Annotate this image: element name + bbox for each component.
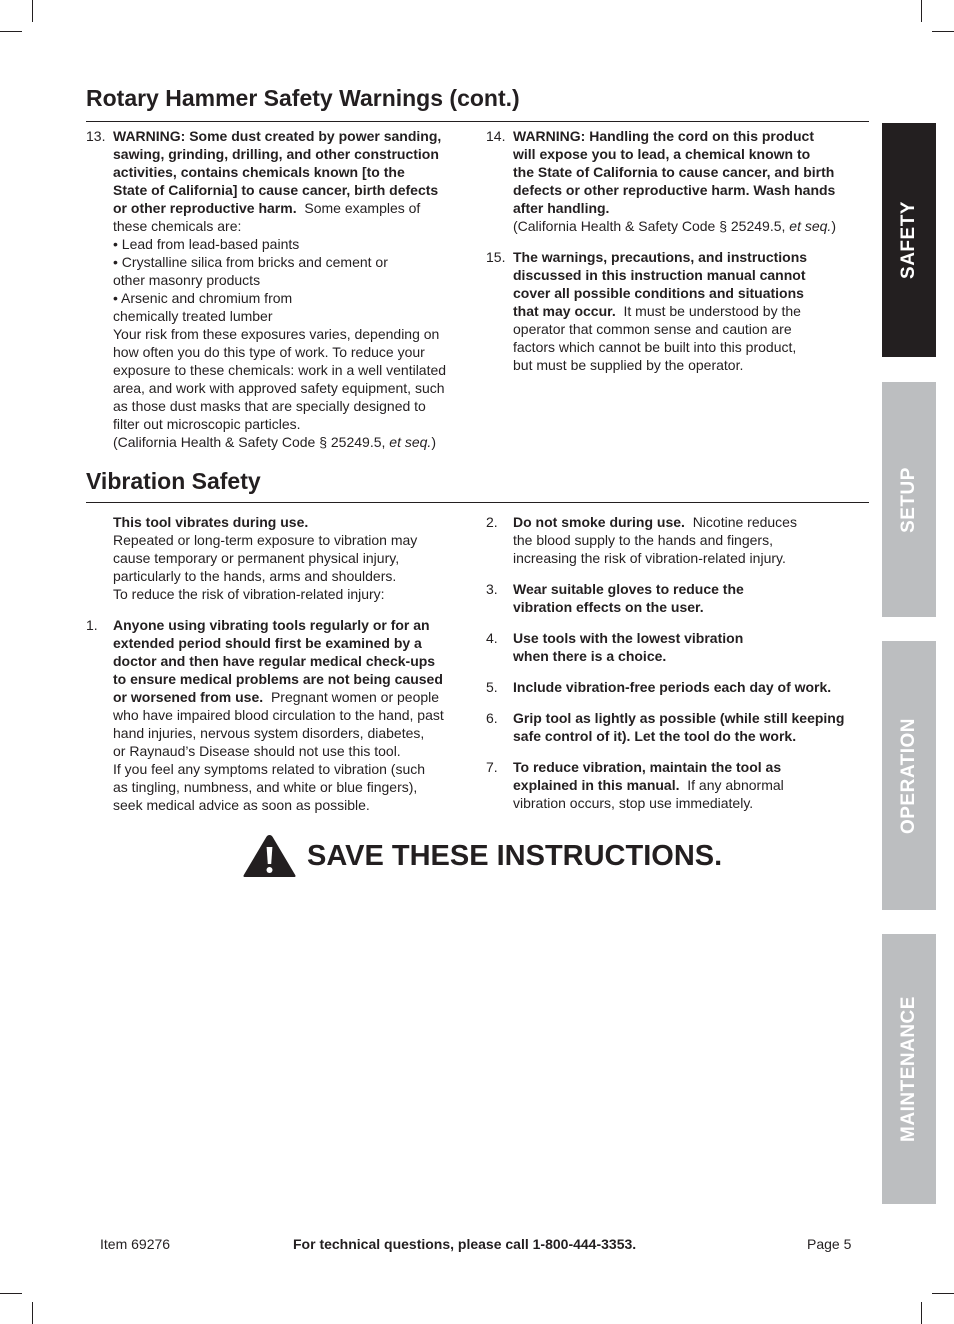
- crop-mark: [921, 0, 922, 22]
- item-number: 1.: [86, 617, 98, 633]
- section-rule: [86, 121, 869, 122]
- item-text: operator that common sense and caution are: [513, 321, 792, 337]
- item-text: activities, contains chemicals known [to the: [113, 164, 405, 180]
- section-title-rotary: Rotary Hammer Safety Warnings (cont.): [86, 85, 520, 111]
- item-text: other masonry products: [113, 272, 261, 288]
- crop-mark: [921, 1302, 922, 1324]
- item-text: how often you do this type of work. To reduce your: [113, 344, 425, 360]
- vibration-item-4: [486, 629, 870, 665]
- vibration-intro: [86, 513, 476, 603]
- intro-text: This tool vibrates during use.: [113, 514, 309, 530]
- vibration-item-2: [486, 513, 870, 567]
- item-text: WARNING: Handling the cord on this product: [513, 128, 814, 144]
- item-text: • Crystalline silica from bricks and cement or: [113, 254, 388, 270]
- item-text: If you feel any symptoms related to vibration (such: [113, 761, 426, 777]
- warning-item-15: [486, 248, 870, 374]
- item-text: but must be supplied by the operator.: [513, 357, 744, 373]
- warning-triangle-icon: [242, 833, 297, 879]
- item-text: who have impaired blood circulation to the hand, past: [113, 707, 444, 723]
- item-number: 13.: [86, 128, 106, 144]
- intro-text: particularly to the hands, arms and shoulders.: [113, 568, 397, 584]
- crop-mark: [0, 31, 22, 32]
- save-instructions-banner: [242, 833, 722, 879]
- item-text: factors which cannot be built into this product,: [513, 339, 797, 355]
- item-number: 15.: [486, 249, 506, 265]
- crop-mark: [932, 1293, 954, 1294]
- footer-item-number: Item 69276: [100, 1236, 171, 1252]
- tab-label: MAINTENANCE: [898, 996, 919, 1142]
- item-text: WARNING: Some dust created by power sanding,: [113, 128, 442, 144]
- section-title-vibration: Vibration Safety: [86, 468, 261, 494]
- tab-safety[interactable]: [882, 123, 936, 357]
- tab-label: SETUP: [898, 466, 919, 533]
- section-rule: [86, 502, 869, 503]
- item-text: extended period should first be examined by a: [113, 635, 422, 651]
- item-number: 3.: [486, 581, 498, 597]
- item-text: Some examples of: [304, 200, 421, 216]
- vibration-item-7: [486, 758, 870, 812]
- crop-mark: [32, 0, 33, 22]
- item-text: Use tools with the lowest vibration: [513, 630, 744, 646]
- item-text: seek medical advice as soon as possible.: [113, 797, 370, 813]
- item-number: 4.: [486, 630, 498, 646]
- item-text: the blood supply to the hands and fingers,: [513, 532, 773, 548]
- item-text: after handling.: [513, 200, 610, 216]
- item-text: or Raynaud’s Disease should not use this tool.: [113, 743, 401, 759]
- rotary-right-column: [486, 127, 870, 374]
- vibration-item-5: [486, 678, 870, 696]
- item-text: will expose you to lead, a chemical known to: [513, 146, 811, 162]
- item-text: Include vibration-free periods each day of work.: [513, 679, 832, 695]
- item-text: safe control of it). Let the tool do the work.: [513, 728, 797, 744]
- item-text: explained in this manual.: [513, 777, 680, 793]
- item-text: exposure to these chemicals: work in a well ventilated: [113, 362, 447, 378]
- item-text: as those dust masks that are specially designed to: [113, 398, 426, 414]
- item-text: that may occur.: [513, 303, 616, 319]
- item-text: vibration occurs, stop use immediately.: [513, 795, 754, 811]
- item-text: If any abnormal: [687, 777, 784, 793]
- tab-setup[interactable]: [882, 382, 936, 617]
- item-text: vibration effects on the user.: [513, 599, 704, 615]
- warning-item-13: [86, 127, 476, 451]
- item-text: increasing the risk of vibration-related injury.: [513, 550, 786, 566]
- tab-label: OPERATION: [898, 717, 919, 834]
- item-text: or other reproductive harm.: [113, 200, 297, 216]
- item-text: Do not smoke during use.: [513, 514, 685, 530]
- citation: (California Health & Safety Code § 25249.5, et seq.): [513, 218, 836, 234]
- item-text: To reduce vibration, maintain the tool as: [513, 759, 782, 775]
- item-text: hand injuries, nervous system disorders, diabetes,: [113, 725, 425, 741]
- footer-page-number: Page 5: [807, 1236, 852, 1252]
- vibration-item-3: [486, 580, 870, 616]
- crop-mark: [0, 1293, 22, 1294]
- item-text: filter out microscopic particles.: [113, 416, 301, 432]
- item-text: sawing, grinding, drilling, and other construction: [113, 146, 439, 162]
- item-text: Anyone using vibrating tools regularly or for an: [113, 617, 430, 633]
- vibration-item-1: [86, 616, 476, 814]
- crop-mark: [32, 1302, 33, 1324]
- item-text: doctor and then have regular medical check-ups: [113, 653, 436, 669]
- item-text: the State of California to cause cancer, and birth: [513, 164, 835, 180]
- item-text: Nicotine reduces: [692, 514, 797, 530]
- item-text: area, and work with approved safety equipment, such: [113, 380, 445, 396]
- item-text: Wear suitable gloves to reduce the: [513, 581, 744, 597]
- item-text: • Arsenic and chromium from: [113, 290, 293, 306]
- item-text: to ensure medical problems are not being caused: [113, 671, 443, 687]
- item-text: It must be understood by the: [623, 303, 801, 319]
- footer-tech-phone: For technical questions, please call 1-800-444-3353.: [293, 1236, 637, 1252]
- crop-mark: [932, 31, 954, 32]
- item-text: Grip tool as lightly as possible (while still keeping: [513, 710, 845, 726]
- item-text: The warnings, precautions, and instructions: [513, 249, 808, 265]
- vibration-item-6: [486, 709, 870, 745]
- item-text: State of California] to cause cancer, birth defects: [113, 182, 439, 198]
- item-text: cover all possible conditions and situations: [513, 285, 804, 301]
- item-text: Pregnant women or people: [270, 689, 440, 705]
- item-text: as tingling, numbness, and white or blue fingers),: [113, 779, 418, 795]
- intro-text: cause temporary or permanent physical injury,: [113, 550, 400, 566]
- item-text: defects or other reproductive harm. Wash hands: [513, 182, 836, 198]
- save-instructions-text: SAVE THESE INSTRUCTIONS.: [307, 839, 723, 872]
- tab-label: SAFETY: [898, 201, 919, 279]
- vibration-left-column: [86, 513, 476, 814]
- tab-operation[interactable]: [882, 641, 936, 910]
- item-number: 2.: [486, 514, 498, 530]
- item-text: or worsened from use.: [113, 689, 264, 705]
- item-number: 14.: [486, 128, 506, 144]
- item-text: Your risk from these exposures varies, depending on: [113, 326, 440, 342]
- vibration-right-column: [486, 513, 870, 812]
- item-number: 6.: [486, 710, 498, 726]
- tab-maintenance[interactable]: [882, 934, 936, 1204]
- item-text: these chemicals are:: [113, 218, 242, 234]
- item-text: discussed in this instruction manual cannot: [513, 267, 806, 283]
- item-text: • Lead from lead-based paints: [113, 236, 300, 252]
- item-number: 7.: [486, 759, 498, 775]
- item-text: chemically treated lumber: [113, 308, 273, 324]
- item-number: 5.: [486, 679, 498, 695]
- intro-text: To reduce the risk of vibration-related injury:: [113, 586, 385, 602]
- item-text: when there is a choice.: [513, 648, 667, 664]
- intro-text: Repeated or long-term exposure to vibration may: [113, 532, 418, 548]
- citation: (California Health & Safety Code § 25249.5, et seq.): [113, 434, 436, 450]
- warning-item-14: [486, 127, 870, 235]
- rotary-left-column: [86, 127, 476, 451]
